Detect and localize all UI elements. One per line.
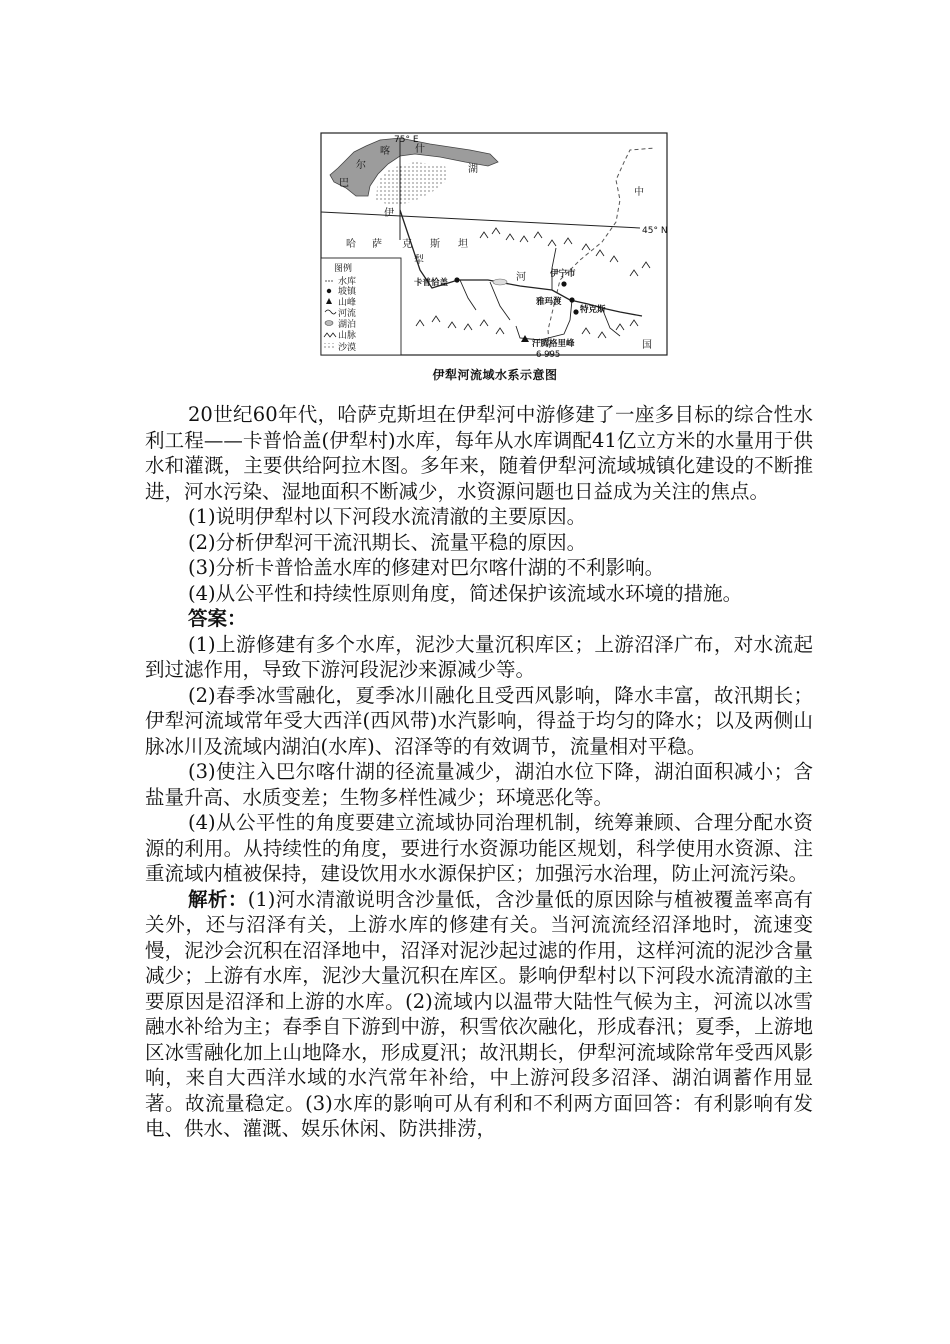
question-3: (3)分析卡普恰盖水库的修建对巴尔喀什湖的不利影响。 — [188, 556, 665, 579]
legend-item-river: 河流 — [338, 309, 357, 319]
reservoir — [493, 279, 507, 285]
label-kaz-5: 坦 — [458, 239, 468, 250]
answer-4: (4)从公平性的角度要建立流域协同治理机制，统筹兼顾、合理分配水资源的利用。从持续性的角度，要进行水资源功能区规划，科学使用水资源、注重流域内植被保持，建设饮用水水源保护区；加强污水治理，防止河流污染。 — [145, 811, 813, 885]
label-yi: 伊 — [384, 208, 394, 219]
legend-title: 图例 — [334, 264, 353, 274]
label-er: 尔 — [356, 160, 366, 171]
label-75e: 75° E — [394, 135, 419, 145]
answer-label: 答案： — [188, 607, 247, 630]
label-yamadu: 雅玛渡 — [536, 297, 562, 307]
label-zhong: 中 — [634, 187, 644, 198]
label-guo: 国 — [642, 340, 652, 351]
legend-item-reservoir: 水库 — [338, 277, 357, 287]
label-tekes: 特克斯 — [580, 305, 606, 315]
question-4: (4)从公平性和持续性原则角度，简述保护该流域水环境的措施。 — [188, 581, 743, 605]
answer-3: (3)使注入巴尔喀什湖的径流量减少，湖泊水位下降，湖泊面积减小；含盐量升高、水质变差；生物多样性减少；环境恶化等。 — [145, 760, 813, 809]
label-45n: 45° N — [642, 226, 668, 236]
town-tekes — [573, 309, 578, 314]
label-hu: 湖 — [468, 164, 478, 175]
legend-item-desert: 沙漠 — [338, 343, 357, 353]
town-yamadu — [569, 297, 574, 302]
label-shi: 什 — [415, 144, 425, 155]
label-peak: 汗腾格里峰 — [532, 339, 575, 349]
ili-river-map — [320, 130, 670, 362]
town-kapchagay — [454, 277, 459, 282]
label-kaz-2: 萨 — [372, 239, 382, 250]
label-he: 河 — [516, 272, 526, 283]
legend-item-lake: 湖泊 — [338, 320, 357, 330]
question-text — [145, 402, 813, 1142]
legend-item-mountain: 山脉 — [338, 331, 357, 341]
label-ka: 喀 — [380, 146, 390, 157]
legend-box — [321, 258, 401, 355]
figure-caption: 伊犁河流域水系示意图 — [432, 368, 558, 382]
question-1: (1)说明伊犁村以下河段水流清澈的主要原因。 — [188, 505, 587, 528]
map-figure — [320, 130, 670, 362]
analysis-text: (1)河水清澈说明含沙量低，含沙量低的原因除与植被覆盖率高有关外，还与沼泽有关，上游水库的修建有关。当河流流经沼泽地时，流速变慢，泥沙会沉积在沼泽地中，沼泽对泥沙起过滤的作用，这样河流的泥沙含量减少；上游有水库，泥沙大量沉积在库区。影响伊犁村以下河段水流清澈的主要原因是沼泽和上游的水库。(2)流域内以温带大陆性气候为主，河流以冰雪融水补给为主；春季自下游到中游，积雪依次融化，形成春汛；夏季，上游地区冰雪融化加上山地降水，形成夏汛；故汛期长，伊犁河流域除常年受西风影响，来自大西洋水域的水汽常年补给，中上游河段多沼泽、湖泊调蓄作用显著。故流量稳定。(3)水库的影响可从有利和不利两方面回答：有利影响有发电、供水、灌溉、娱乐休闲、防洪排涝， — [145, 887, 813, 1140]
legend-item-peak: 山峰 — [338, 298, 357, 308]
label-kaz-3: 克 — [402, 239, 412, 250]
label-ba: 巴 — [339, 178, 349, 189]
label-peak-height: 6 995 — [536, 350, 561, 360]
label-yining: 伊宁市 — [550, 269, 576, 279]
analysis-label: 解析： — [188, 887, 248, 911]
intro-paragraph: 20世纪60年代，哈萨克斯坦在伊犁河中游修建了一座多目标的综合性水利工程——卡普恰盖(伊犁村)水库，每年从水库调配41亿立方米的水量用于供水和灌溉，主要供给阿拉木图。多年来，随着伊犁河流域城镇化建设的不断推进，河水污染、湿地面积不断减少，水资源问题也日益成为关注的焦点。 — [145, 403, 813, 503]
analysis-paragraph — [145, 887, 813, 1142]
answer-2: (2)春季冰雪融化，夏季冰川融化且受西风影响，降水丰富，故汛期长；伊犁河流域常年受大西洋(西风带)水汽影响，得益于均匀的降水；以及两侧山脉冰川及流域内湖泊(水库)、沼泽等的有效调节，流量相对平稳。 — [145, 683, 813, 758]
question-2: (2)分析伊犁河干流汛期长、流量平稳的原因。 — [188, 530, 587, 554]
label-li: 犁 — [414, 255, 424, 266]
label-kaz-1: 哈 — [346, 239, 356, 250]
legend-item-town: 坡镇 — [338, 287, 357, 297]
label-kaz-4: 斯 — [430, 239, 440, 250]
label-kapchagay: 卡普恰盖 — [414, 278, 449, 288]
answer-1: (1)上游修建有多个水库，泥沙大量沉积库区；上游沼泽广布，对水流起到过滤作用，导致下游河段泥沙来源减少等。 — [145, 632, 813, 681]
town-yining — [561, 281, 566, 286]
